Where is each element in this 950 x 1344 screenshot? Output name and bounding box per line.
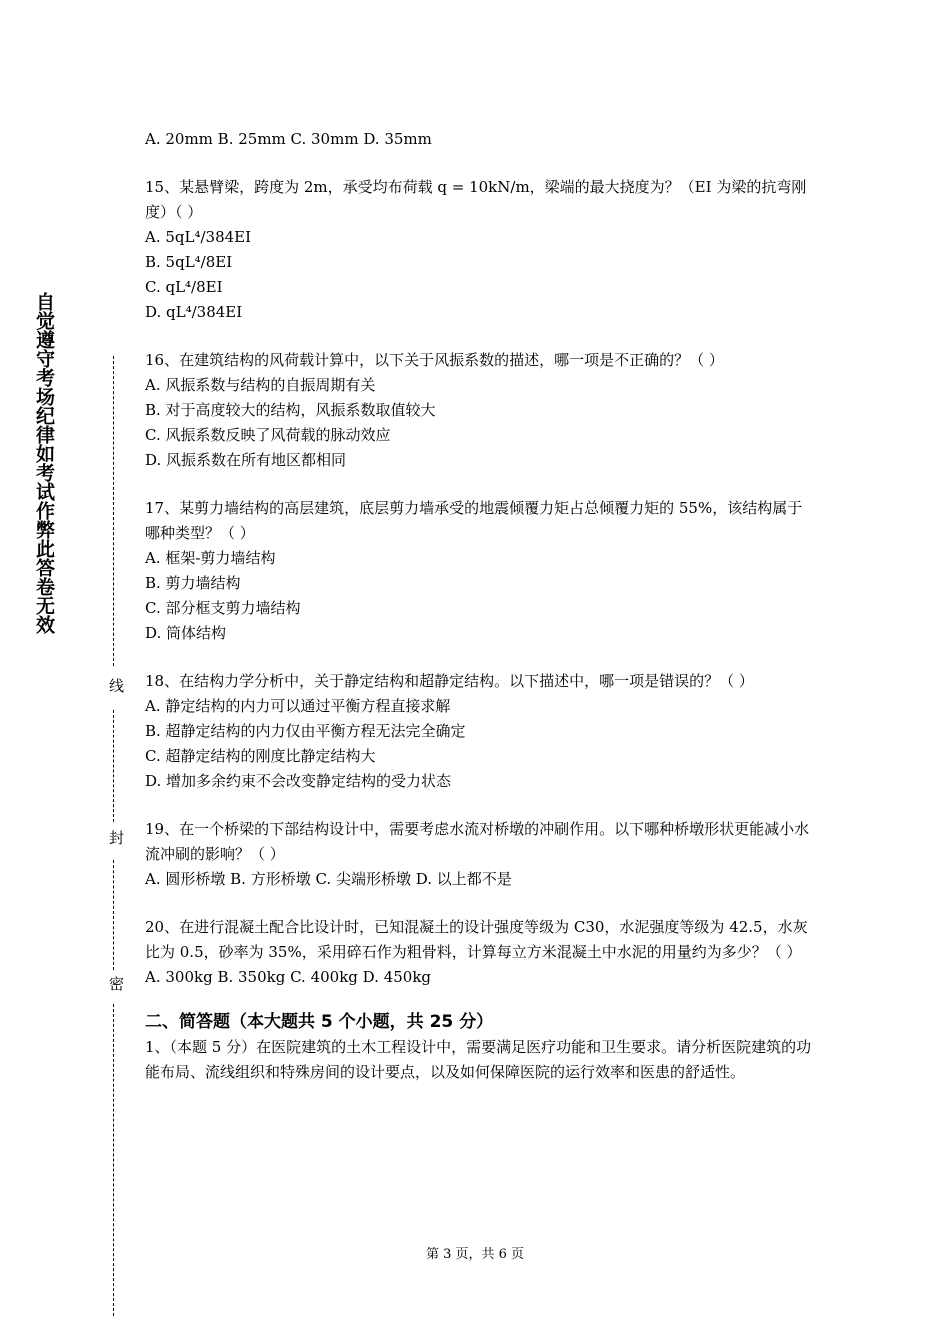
question-17 bbox=[145, 496, 815, 646]
question-19-options: A. 圆形桥墩 B. 方形桥墩 C. 尖端形桥墩 D. 以上都不是 bbox=[145, 870, 512, 888]
binding-dash-line-3 bbox=[113, 860, 114, 970]
binding-mark-line: 线 bbox=[104, 678, 124, 693]
binding-mark-seal: 封 bbox=[104, 830, 124, 845]
binding-dash-line-2 bbox=[113, 710, 114, 822]
question-17-option-a: A. 框架-剪力墙结构 bbox=[145, 549, 276, 567]
question-14-options: A. 20mm B. 25mm C. 30mm D. 35mm bbox=[145, 130, 432, 148]
question-16 bbox=[145, 348, 815, 473]
question-15-option-d: D. qL⁴/384EI bbox=[145, 303, 243, 321]
question-16-option-b: B. 对于高度较大的结构，风振系数取值较大 bbox=[145, 401, 436, 419]
question-17-option-d: D. 筒体结构 bbox=[145, 624, 227, 642]
question-16-stem: 16、在建筑结构的风荷载计算中，以下关于风振系数的描述，哪一项是不正确的？（ ） bbox=[145, 351, 724, 369]
question-18-option-d: D. 增加多余约束不会改变静定结构的受力状态 bbox=[145, 772, 452, 790]
question-14-tail bbox=[145, 127, 815, 152]
question-19 bbox=[145, 817, 815, 892]
question-15-option-c: C. qL⁴/8EI bbox=[145, 278, 223, 296]
question-19-stem: 19、在一个桥梁的下部结构设计中，需要考虑水流对桥墩的冲刷作用。以下哪种桥墩形状更能减小水流冲刷的影响？（ ） bbox=[145, 820, 810, 863]
exam-content bbox=[145, 127, 815, 1085]
question-18 bbox=[145, 669, 815, 794]
question-15-stem: 15、某悬臂梁，跨度为 2m，承受均布荷载 q = 10kN/m，梁端的最大挠度为？（EI 为梁的抗弯刚度）（ ） bbox=[145, 178, 807, 221]
question-18-option-b: B. 超静定结构的内力仅由平衡方程无法完全确定 bbox=[145, 722, 466, 740]
exam-discipline-warning: 自觉遵守考场纪律如考试作弊此答卷无效 bbox=[33, 292, 55, 634]
question-15-option-a: A. 5qL⁴/384EI bbox=[145, 228, 252, 246]
question-16-option-d: D. 风振系数在所有地区都相同 bbox=[145, 451, 347, 469]
section-2-title: 二、简答题（本大题共 5 个小题，共 25 分） bbox=[145, 1012, 494, 1032]
binding-mark-secret: 密 bbox=[104, 976, 124, 991]
short-answer-question-1: 1、（本题 5 分）在医院建筑的土木工程设计中，需要满足医疗功能和卫生要求。请分析医院建筑的功能布局、流线组织和特殊房间的设计要点，以及如何保障医院的运行效率和医患的舒适性。 bbox=[145, 1038, 812, 1081]
page-number: 第 3 页，共 6 页 bbox=[425, 1247, 525, 1262]
question-20-options: A. 300kg B. 350kg C. 400kg D. 450kg bbox=[145, 968, 432, 986]
question-17-option-c: C. 部分框支剪力墙结构 bbox=[145, 599, 301, 617]
question-18-option-c: C. 超静定结构的刚度比静定结构大 bbox=[145, 747, 376, 765]
question-15-option-b: B. 5qL⁴/8EI bbox=[145, 253, 233, 271]
question-20 bbox=[145, 915, 815, 990]
question-16-option-c: C. 风振系数反映了风荷载的脉动效应 bbox=[145, 426, 391, 444]
question-18-stem: 18、在结构力学分析中，关于静定结构和超静定结构。以下描述中，哪一项是错误的？（ ） bbox=[145, 672, 754, 690]
question-18-option-a: A. 静定结构的内力可以通过平衡方程直接求解 bbox=[145, 697, 451, 715]
binding-dash-line-4 bbox=[113, 1004, 114, 1316]
question-16-option-a: A. 风振系数与结构的自振周期有关 bbox=[145, 376, 376, 394]
binding-dash-line-1 bbox=[113, 356, 114, 666]
question-17-option-b: B. 剪力墙结构 bbox=[145, 574, 241, 592]
question-15 bbox=[145, 175, 815, 325]
question-20-stem: 20、在进行混凝土配合比设计时，已知混凝土的设计强度等级为 C30，水泥强度等级为 42.5，水灰比为 0.5，砂率为 35%，采用碎石作为粗骨料，计算每立方米混凝土中水泥的用量约为多少？（ ） bbox=[145, 918, 808, 961]
question-17-stem: 17、某剪力墙结构的高层建筑，底层剪力墙承受的地震倾覆力矩占总倾覆力矩的 55%，该结构属于哪种类型？（ ） bbox=[145, 499, 803, 542]
